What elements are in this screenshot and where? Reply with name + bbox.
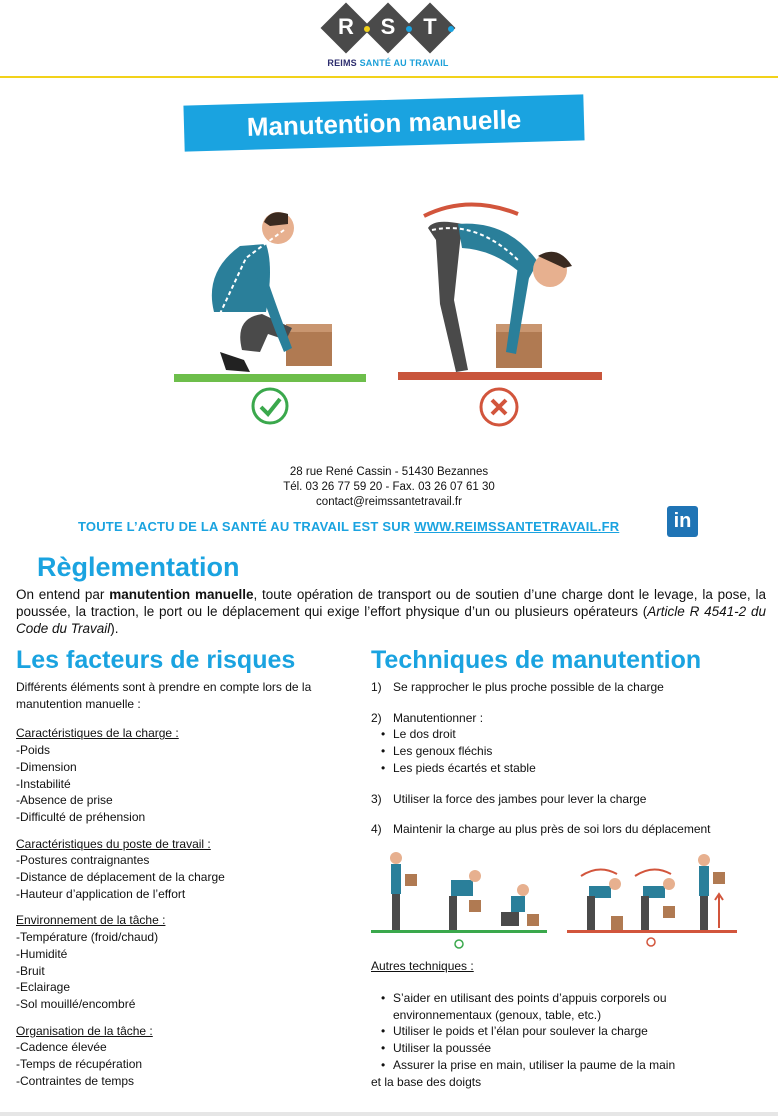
techniques-heading: Techniques de manutention [371,646,702,674]
contact-email[interactable]: contact@reimssantetravail.fr [316,496,462,508]
risk-group-title: Caractéristiques de la charge : [16,726,179,741]
logo-dot-yellow [364,26,370,32]
logo-dot-blue-2 [448,26,454,32]
bad-posture-illustration [398,200,602,386]
risk-item: -Sol mouillé/encombré [16,996,136,1011]
technique-step-1: 1) Se rapprocher le plus proche possible de la charge [371,680,664,694]
technique-step-3: 3) Utiliser la force des jambes pour lever la charge [371,791,647,806]
risk-item: -Temps de récupération [16,1057,143,1072]
risques-column [16,679,356,1099]
logo-letter-s: S [380,14,396,39]
promo-text: TOUTE L’ACTU DE LA SANTÉ AU TRAVAIL EST SUR [78,519,415,534]
article-reference: Article R 4541-2 du Code du Travail [16,604,766,636]
reglementation-text: On entend par manutention manuelle, toute opération de transport ou de soutien d’une charge dont le levage, la pose, la poussée, la traction, le port ou le déplacement qui exige l’effort physique d’un ou plusieurs opérateurs (Article R 4541-2 du Code du Travail). [16,587,766,636]
curved-back-arc [424,204,518,216]
risques-intro: Différents éléments sont à prendre en compte lors de la manutention manuelle : [16,680,312,711]
risk-item: -Eclairage [16,980,71,995]
logo-subtitle-a: REIMS [327,58,360,68]
risk-group-environnement [16,912,356,1012]
small-cross-icon [647,938,655,946]
bullet-item: • Les pieds écartés et stable [381,760,771,777]
step-2-bullets [381,726,771,776]
reglementation-bold: manutention manuelle [109,587,254,602]
risk-item: -Instabilité [16,776,71,791]
bullet-item: • Assurer la prise en main, utiliser la paume de la main [381,1057,751,1074]
risk-group-title: Environnement de la tâche : [16,913,166,928]
floor-bad [398,372,602,380]
bullet-item: • Les genoux fléchis [381,743,771,760]
check-circle-icon [250,386,290,426]
risk-group-title: Caractéristiques du poste de travail : [16,836,211,851]
risk-item: -Contraintes de temps [16,1073,135,1088]
risk-group-poste [16,836,356,903]
cross-circle-icon [478,386,520,428]
risk-group-organisation [16,1023,356,1090]
bullet-continuation: et la base des doigts [371,1074,482,1089]
logo-dot-blue [406,26,412,32]
lifting-steps-illustration [371,850,741,950]
linkedin-icon[interactable]: in [667,506,698,537]
website-link[interactable]: WWW.REIMSSANTETRAVAIL.FR [414,519,620,534]
contact-address: 28 rue René Cassin - 51430 Bezannes [289,466,489,478]
reglementation-heading: Règlementation [37,552,240,582]
logo-subtitle [312,58,464,68]
bullet-item: • Utiliser le poids et l’élan pour soulever la charge [381,1023,751,1040]
autres-techniques-list [371,990,751,1090]
risk-item: -Température (froid/chaud) [16,930,159,945]
title-banner [183,94,584,151]
risk-item: -Distance de déplacement de la charge [16,870,225,885]
bullet-item: • S’aider en utilisant des points d’appuis corporels ou environnementaux (genoux, table, etc.) [381,990,751,1023]
risk-item: -Cadence élevée [16,1040,107,1055]
bottom-rule [0,1112,778,1116]
bullet-item: • Le dos droit [381,726,771,743]
promo-line [78,519,619,534]
technique-step-4: 4) Maintenir la charge au plus près de soi lors du déplacement [371,822,711,837]
rst-logo [318,4,458,72]
risk-item: -Poids [16,743,51,758]
risk-item: -Postures contraignantes [16,853,150,868]
good-posture-illustration [174,200,366,386]
risk-item: -Difficulté de préhension [16,809,146,824]
risk-item: -Dimension [16,759,77,774]
floor-good [174,374,366,382]
risk-item: -Bruit [16,963,45,978]
technique-step-2: 2) Manutentionner : • Le dos droit • Les genoux fléchis • Les pieds écartés et stable [371,710,771,777]
logo-letter-r: R [338,14,354,39]
logo-letter-t: T [423,14,437,39]
techniques-column [371,679,771,852]
risk-item: -Humidité [16,946,68,961]
bullet-item: • Utiliser la poussée [381,1040,751,1057]
risk-item: -Absence de prise [16,793,113,808]
risques-heading: Les facteurs de risques [16,646,296,674]
header-rule [0,76,778,78]
page-title: Manutention manuelle [246,104,522,142]
contact-phone: Tél. 03 26 77 59 20 - Fax. 03 26 07 61 30 [283,481,495,493]
logo-subtitle-b: SANTÉ AU TRAVAIL [359,58,449,68]
small-check-icon [455,940,463,948]
autres-techniques-title: Autres techniques : [371,959,474,973]
risk-group-title: Organisation de la tâche : [16,1023,153,1038]
risk-group-charge [16,725,356,825]
risk-item: -Hauteur d’application de l’effort [16,886,186,901]
